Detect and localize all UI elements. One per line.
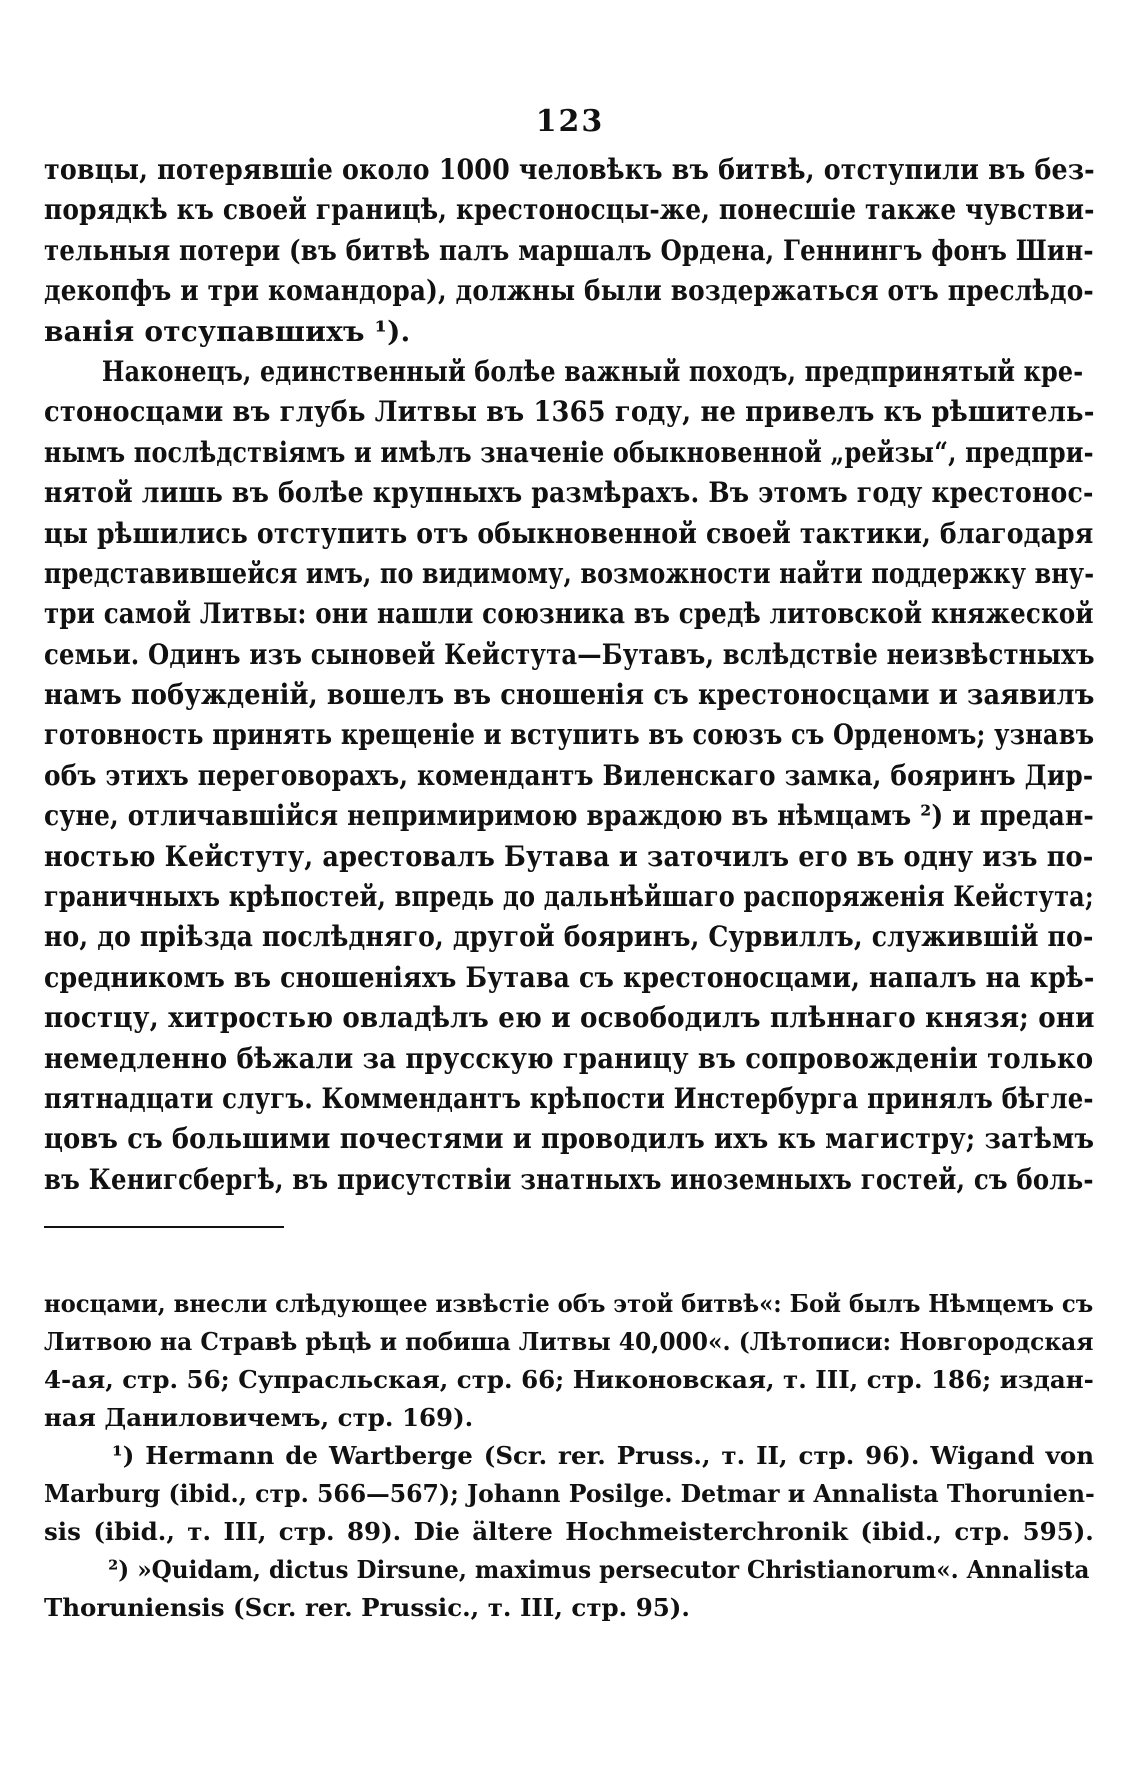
text-line: семьи. Одинъ изъ сыновей Кейстута—Бутавъ, вслѣдствіе неизвѣстныхъ	[44, 637, 1095, 671]
text-line: нымъ послѣдствіямъ и имѣлъ значеніе обыкновенной „рейзы“, предпри-	[44, 435, 1094, 469]
main-text	[44, 150, 1094, 1200]
text-line: порядкѣ къ своей границѣ, крестоносцы-же, понесшіе также чувстви-	[44, 193, 1095, 227]
text-line: намъ побужденій, вошелъ въ сношенія съ крестоносцами и заявилъ	[44, 678, 1095, 712]
text-line: готовность принять крещеніе и вступить въ союзъ съ Орденомъ; узнавъ	[44, 718, 1095, 752]
text-line: цовъ съ большими почестями и проводилъ ихъ къ магистру; затѣмъ	[44, 1122, 1095, 1156]
text-line: средникомъ въ сношеніяхъ Бутава съ крестоносцами, напалъ на крѣ-	[44, 960, 1095, 994]
footnote-line: носцами, внесли слѣдующее извѣстіе объ этой битвѣ«: Бой былъ Нѣмцемъ съ	[44, 1289, 1094, 1318]
footnote-line: 4-ая, стр. 56; Супрасльская, стр. 66; Никоновская, т. III, стр. 186; издан-	[44, 1365, 1094, 1394]
text-line: стоносцами въ глубь Литвы въ 1365 году, не привелъ къ рѣшитель-	[44, 395, 1095, 429]
footnote-line: ная Даниловичемъ, стр. 169).	[44, 1403, 474, 1432]
text-line: нятой лишь въ болѣе крупныхъ размѣрахъ. Въ этомъ году крестонос-	[44, 476, 1094, 510]
footnote-line: Marburg (ibid., стр. 566—567); Johann Posilge. Detmar и Annalista Thorunien-	[44, 1479, 1095, 1508]
footnote-line: ¹) Hermann de Wartberge (Scr. rer. Pruss., т. II, стр. 96). Wigand von	[112, 1441, 1095, 1470]
text-line: ванія отсупавшихъ ¹).	[44, 314, 411, 348]
text-line: цы рѣшились отступить отъ обыкновенной своей тактики, благодаря	[44, 516, 1094, 550]
text-line: тельныя потери (въ битвѣ палъ маршалъ Ордена, Геннингъ фонъ Шин-	[44, 233, 1094, 267]
footnote-line: Литвою на Стравѣ рѣцѣ и побиша Литвы 40,000«. (Лѣтописи: Новгородская	[44, 1327, 1094, 1356]
text-line: пятнадцати слугъ. Коммендантъ крѣпости Инстербурга принялъ бѣгле-	[44, 1081, 1094, 1115]
text-line: граничныхъ крѣпостей, впредь до дальнѣйшаго распоряженія Кейстута;	[44, 880, 1094, 914]
footnote-line: ²) »Quidam, dictus Dirsune, maximus persecutor Christianorum«. Annalista	[108, 1555, 1090, 1584]
text-line: суне, отличавшійся непримиримою враждою въ нѣмцамъ ²) и предан-	[44, 799, 1094, 833]
text-line: представившейся имъ, по видимому, возможности найти поддержку вну-	[44, 556, 1095, 590]
footnote-divider	[44, 1226, 284, 1228]
footnote-line: Thoruniensis (Scr. rer. Prussic., т. III, стр. 95).	[44, 1593, 690, 1622]
text-line: но, до пріѣзда послѣдняго, другой бояринъ, Сурвиллъ, служившій по-	[44, 920, 1094, 954]
text-line: Наконецъ, единственный болѣе важный походъ, предпринятый кре-	[101, 354, 1084, 388]
text-line: немедленно бѣжали за прусскую границу въ сопровожденіи только	[44, 1041, 1094, 1075]
text-line: въ Кенигсбергѣ, въ присутствіи знатныхъ иноземныхъ гостей, съ боль-	[44, 1162, 1094, 1196]
footnote-line: sis (ibid., т. III, стр. 89). Die ältere Hochmeisterchronik (ibid., стр. 595).	[44, 1517, 1094, 1546]
text-line: ностью Кейстуту, арестовалъ Бутава и заточилъ его въ одну изъ по-	[44, 839, 1094, 873]
page-number: 123	[535, 104, 605, 139]
text-line: товцы, потерявшіе около 1000 человѣкъ въ битвѣ, отступили въ без-	[44, 153, 1095, 186]
footnotes	[44, 1285, 1094, 1627]
text-line: декопфъ и три командора), должны были воздержаться отъ преслѣдо-	[44, 274, 1094, 308]
text-line: объ этихъ переговорахъ, комендантъ Виленскаго замка, бояринъ Дир-	[44, 758, 1094, 792]
text-line: три самой Литвы: они нашли союзника въ средѣ литовской княжеской	[44, 597, 1094, 631]
text-line: постцу, хитростью овладѣлъ ею и освободилъ плѣннаго князя; они	[44, 1001, 1095, 1035]
